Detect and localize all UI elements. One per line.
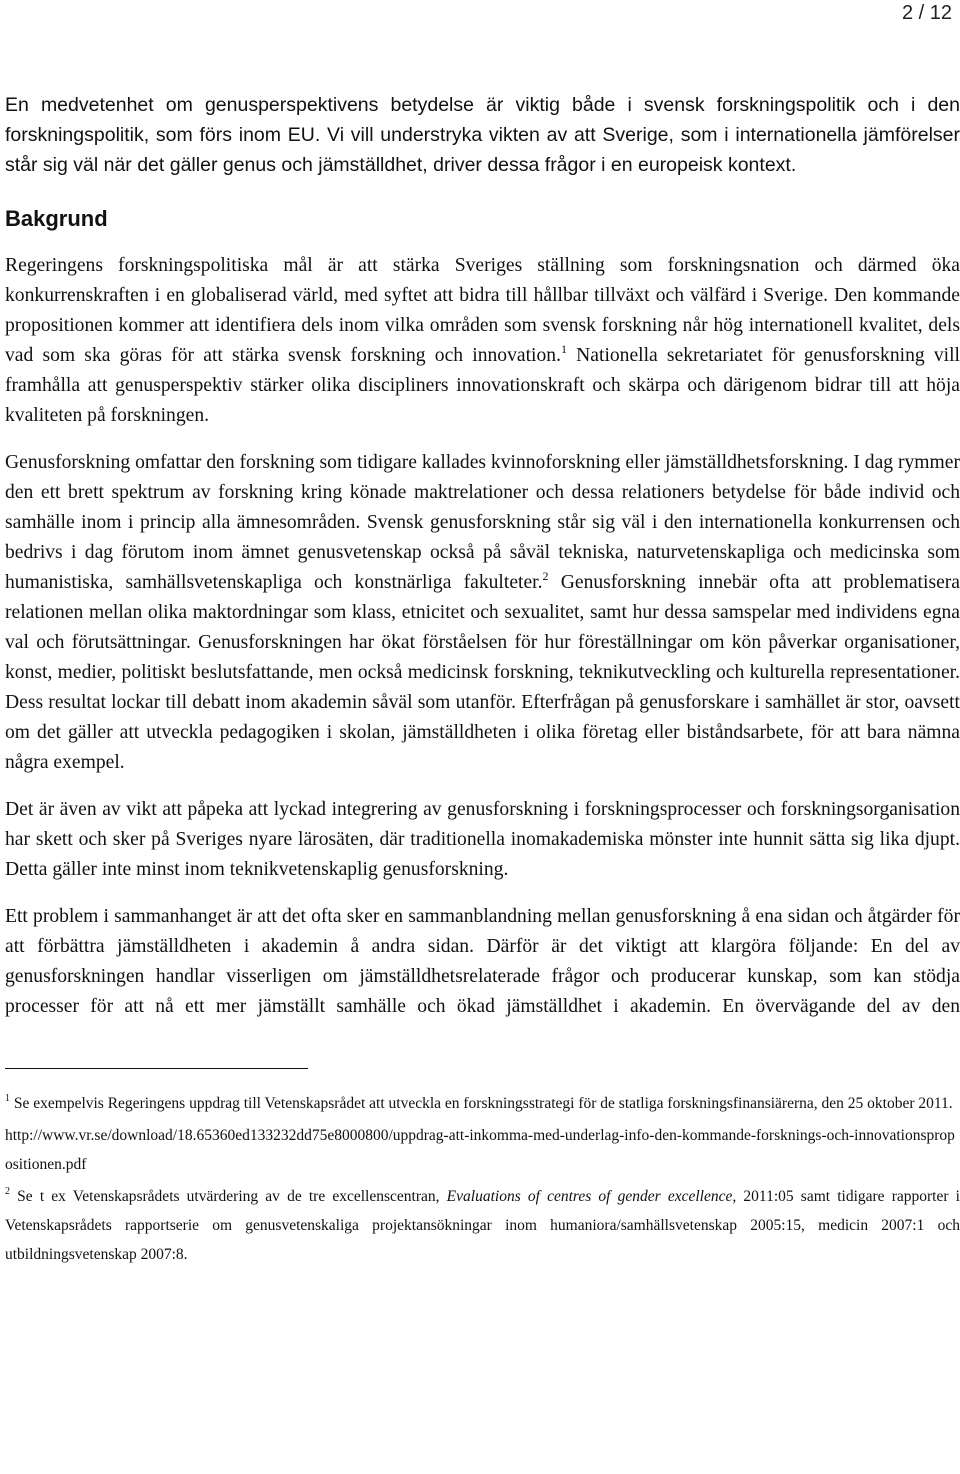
paragraph-1-text-a: Regeringens forskningspolitiska mål är att stärka Sveriges ställning som forskningsnation och därmed öka konkurrenskraften i en globaliserad värld, med syftet att bidra till hållbar tillväxt och välfärd i Sverige. Den kommande propositionen kommer att identifiera dels inom vilka områden som svensk forskning når hög internationell kvalitet, dels vad som ska göras för att stärka svensk forskning och innovation.	[5, 255, 960, 366]
footnote-2-mark: 2	[5, 1186, 10, 1197]
footnote-2-text-a: Se t ex Vetenskapsrådets utvärdering av de tre excellenscentran,	[10, 1188, 447, 1205]
footnote-ref-2[interactable]: 2	[542, 569, 549, 583]
footnote-2-title: Evaluations of centres of gender excellence	[446, 1188, 733, 1205]
footnote-1-link[interactable]: http://www.vr.se/download/18.65360ed133232dd75e8000800/uppdrag-att-inkomma-med-underlag-info-den-kommande-forsknings-och-innovationspropositionen.pdf	[5, 1127, 955, 1173]
footnote-1	[5, 1089, 960, 1118]
footnote-separator	[5, 1068, 308, 1069]
footnote-1-text: Se exempelvis Regeringens uppdrag till Vetenskapsrådet att utveckla en forskningsstrategi för de statliga forskningsfinansiärerna, den 25 oktober 2011.	[10, 1095, 953, 1112]
footnote-1-mark: 1	[5, 1093, 10, 1104]
footnote-2	[5, 1182, 960, 1269]
footnote-2-text-b: , 2011:05 samt tidigare rapporter i Vetenskapsrådets rapportserie om genusvetenskaliga projektansökningar inom humaniora/samhällsvetenskap 2005:15, medicin 2007:1 och utbildningsvetenskap 2007:8.	[5, 1188, 960, 1263]
paragraph-1	[5, 251, 960, 431]
paragraph-1-text-b: Nationella sekretariatet för genusforskning vill framhålla att genusperspektiv stärker olika discipliners innovationskraft och skärpa och därigenom bidrar till att höja kvaliteten på forskningen.	[5, 345, 960, 426]
section-heading: Bakgrund	[5, 206, 108, 231]
footnote-ref-1[interactable]: 1	[560, 342, 567, 356]
document-body	[5, 90, 960, 1272]
page-number: 2 / 12	[901, 2, 952, 24]
paragraph-2-text-a: Genusforskning omfattar den forskning som tidigare kallades kvinnoforskning eller jämställdhetsforskning. I dag rymmer den ett brett spektrum av forskning kring könade maktrelationer och dessa relationers betydelse för både individ och samhälle inom i princip alla ämnesområden. Svensk genusforskning står sig väl i den internationella konkurrensen och bedrivs i dag förutom inom ämnet genusvetenskap också på såväl tekniska, naturvetenskapliga och medicinska som humanistiska, samhällsvetenskapliga och konstnärliga fakulteter.	[5, 452, 960, 593]
paragraph-2-text-b: Genusforskning innebär ofta att problematisera relationen mellan olika maktordningar som klass, etnicitet och sexualitet, samt hur dessa samspelar med individens egna val och förutsättningar. Genusforskningen har ökat förståelsen för hur föreställningar om kön påverkar organisationer, konst, medier, politiskt beslutsfattande, men också medicinsk forskning, teknikutveckling och kulturella representationer. Dess resultat lockar till debatt inom akademin såväl som utanför. Efterfrågan på genusforskare i samhället är stor, oavsett om det gäller att utveckla pedagogiken i skolan, jämställdheten i olika företag eller biståndsarbete, för att bara nämna några exempel.	[5, 572, 960, 773]
paragraph-3: Det är även av vikt att påpeka att lyckad integrering av genusforskning i forskningsprocesser och forskningsorganisation har skett och sker på Sveriges nyare lärosäten, där traditionella inomakademiska mönster inte hunnit sätta sig lika djupt. Detta gäller inte minst inom teknikvetenskaplig genusforskning.	[5, 799, 960, 880]
intro-paragraph: En medvetenhet om genusperspektivens betydelse är viktig både i svensk forskningspolitik och i den forskningspolitik, som förs inom EU. Vi vill understryka vikten av att Sverige, som i internationella jämförelser står sig väl när det gäller genus och jämställdhet, driver dessa frågor i en europeisk kontext.	[5, 94, 960, 176]
paragraph-2	[5, 448, 960, 778]
paragraph-4: Ett problem i sammanhanget är att det ofta sker en sammanblandning mellan genusforskning å ena sidan och åtgärder för att förbättra jämställdheten i akademin å andra sidan. Därför är det viktigt att klargöra följande: En del av genusforskningen handlar visserligen om jämställdhetsrelaterade frågor och producerar kunskap, som kan stödja processer för att nå ett mer jämställt samhälle och ökad jämställdhet i akademin. En övervägande del av den	[5, 906, 960, 1017]
